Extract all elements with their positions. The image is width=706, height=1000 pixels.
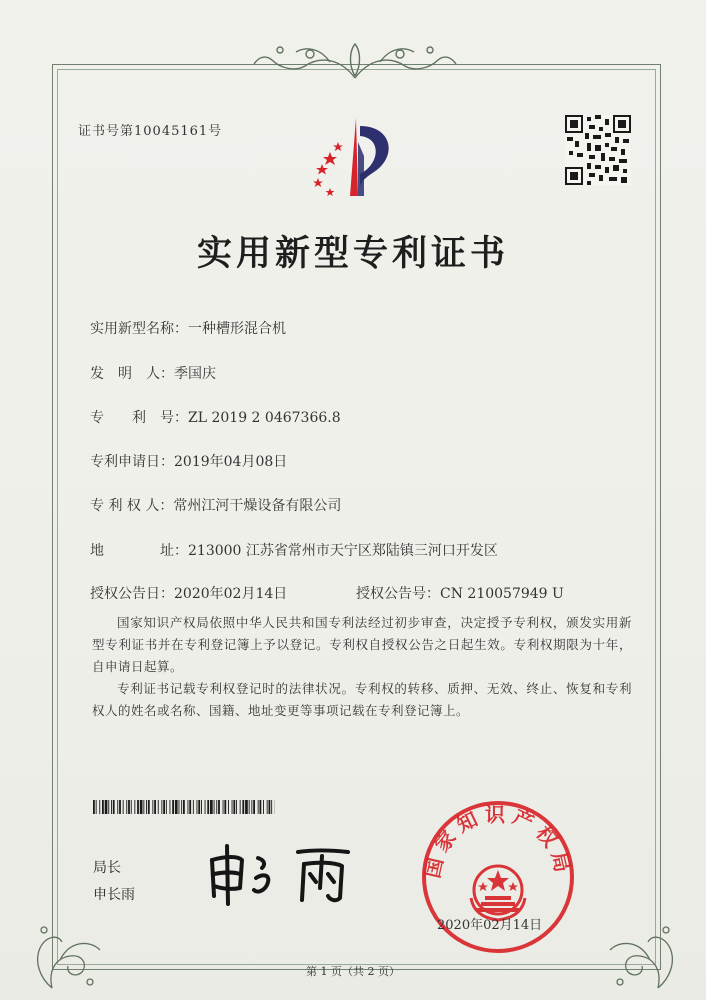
field-patent-number	[90, 407, 341, 427]
field-address	[90, 540, 498, 560]
barcode-icon	[93, 800, 275, 814]
page-number: 第 1 页（共 2 页）	[306, 965, 400, 978]
field-value: 一种槽形混合机	[188, 321, 286, 337]
field-utility-model-name	[90, 318, 286, 338]
certificate-title: 实用新型专利证书	[196, 233, 509, 274]
field-value: CN 210057949 U	[440, 586, 564, 602]
qr-code-icon	[565, 115, 631, 185]
field-label: 专利申请日：	[90, 454, 174, 470]
field-value: 213000 江苏省常州市天宁区郑陆镇三河口开发区	[188, 543, 498, 559]
cnipa-logo-icon	[300, 112, 410, 202]
seal-text: 国家知识产权局	[420, 802, 576, 881]
field-label: 实用新型名称：	[90, 321, 188, 337]
field-label: 发 明 人：	[90, 366, 174, 382]
signature-icon	[200, 838, 370, 910]
field-grant-date	[90, 583, 287, 603]
signatory-name: 申长雨	[93, 887, 135, 903]
seal-date: 2020年02月14日	[437, 918, 543, 933]
field-label: 授权公告日：	[90, 586, 174, 602]
field-label: 专 利 号：	[90, 410, 188, 426]
field-label: 授权公告号：	[356, 586, 440, 602]
certificate-number: 证书号第10045161号	[78, 124, 223, 139]
svg-text:国家知识产权局	[420, 802, 576, 880]
field-grant-announcement-number	[356, 583, 564, 603]
signatory-title: 局长	[93, 860, 121, 876]
field-patentee	[90, 495, 341, 515]
field-value: 常州江河干燥设备有限公司	[173, 498, 342, 514]
field-value: ZL 2019 2 0467366.8	[188, 410, 341, 426]
notice-paragraph-2: 专利证书记载专利权登记时的法律状况。专利权的转移、质押、无效、终止、恢复和专利权人的姓名或名称、国籍、地址变更等事项记载在专利登记簿上。	[92, 681, 632, 718]
field-inventor	[90, 363, 216, 383]
field-label: 专 利 权 人：	[90, 498, 174, 514]
field-value: 季国庆	[174, 366, 216, 382]
field-value: 2019年04月08日	[174, 454, 288, 470]
notice-paragraph-1: 国家知识产权局依照中华人民共和国专利法经过初步审查，决定授予专利权，颁发实用新型专利证书并在专利登记簿上予以登记。专利权自授权公告之日起生效。专利权期限为十年，自申请日起算。	[92, 615, 632, 674]
field-label: 地 址：	[90, 543, 188, 559]
field-value: 2020年02月14日	[174, 586, 288, 602]
top-ornament-icon	[250, 38, 460, 84]
field-application-date	[90, 451, 287, 471]
